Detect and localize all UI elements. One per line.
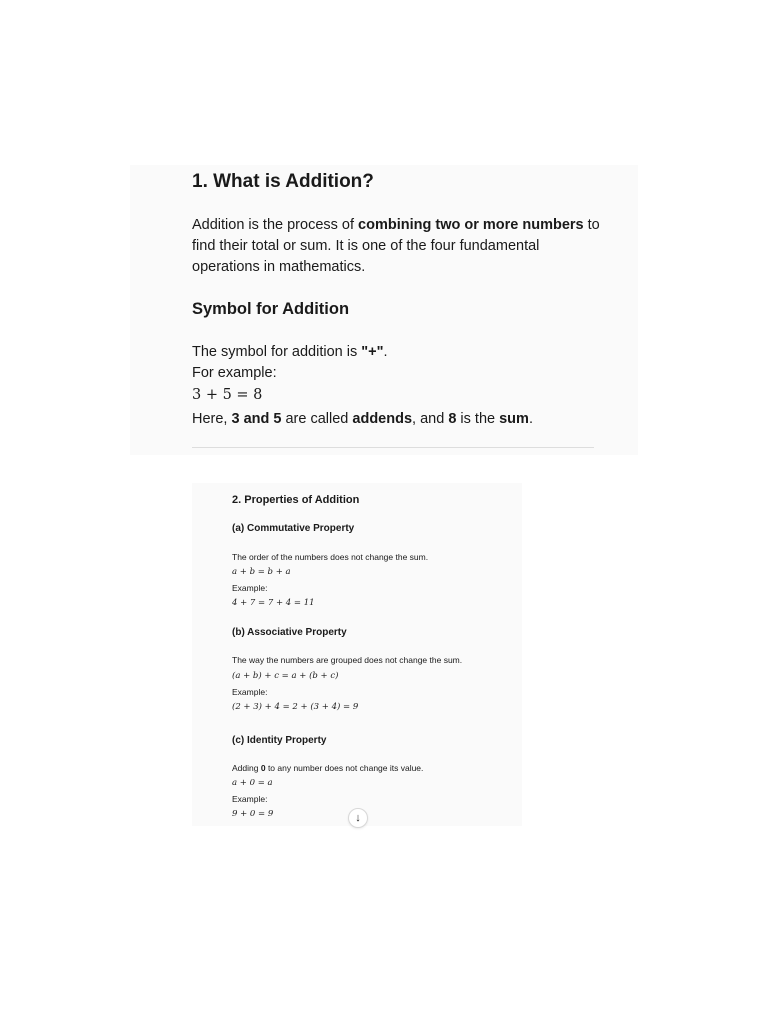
definition-paragraph (192, 215, 602, 278)
identity-example-label: Example: (232, 794, 268, 804)
symbol-text: The symbol for addition is (192, 344, 362, 360)
definition-emphasis: combining two or more numbers (358, 217, 584, 233)
sum-number: 8 (448, 411, 457, 427)
associative-heading: (b) Associative Property (232, 627, 347, 638)
section-properties-of-addition (192, 483, 522, 826)
commutative-heading: (a) Commutative Property (232, 523, 355, 534)
example-equation: 3 + 5 = 8 (192, 387, 263, 403)
symbol-text-end: . (383, 344, 388, 360)
symbol-heading: Symbol for Addition (192, 300, 350, 318)
addends-term: addends (352, 411, 413, 427)
divider (192, 447, 594, 448)
commutative-example: 4 + 7 = 7 + 4 = 11 (232, 598, 315, 608)
addends-text-4: is the (456, 411, 500, 427)
addends-sentence (192, 411, 533, 427)
example-label: For example: (192, 365, 277, 381)
associative-example: (2 + 3) + 4 = 2 + (3 + 4) = 9 (232, 702, 359, 712)
definition-text: Addition is the process of (192, 217, 359, 233)
sum-term: sum (499, 411, 529, 427)
section-title: 1. What is Addition? (192, 171, 374, 192)
symbol-line (192, 344, 388, 360)
associative-example-label: Example: (232, 687, 268, 697)
addends-text-2: are called (281, 411, 353, 427)
commutative-formula: a + b = b + a (232, 567, 291, 577)
identity-zero: 0 (260, 763, 266, 773)
commutative-description: The order of the numbers does not change the sum. (232, 552, 429, 562)
properties-title: 2. Properties of Addition (232, 494, 360, 506)
section-what-is-addition (130, 165, 638, 455)
identity-description (232, 763, 423, 773)
addends-text: Here, (192, 411, 232, 427)
symbol-value: "+" (361, 344, 384, 360)
identity-example: 9 + 0 = 9 (232, 809, 274, 819)
addends-text-3: , and (412, 411, 449, 427)
addends-numbers: 3 and 5 (231, 411, 282, 427)
arrow-down-icon: ↓ (355, 812, 361, 824)
identity-heading: (c) Identity Property (232, 735, 327, 746)
addends-text-end: . (528, 411, 533, 427)
identity-text-end: to any number does not change its value. (265, 763, 424, 773)
associative-description: The way the numbers are grouped does not change the sum. (232, 655, 463, 665)
associative-formula: (a + b) + c = a + (b + c) (232, 671, 339, 681)
definition-text-end: to find their total or sum. It is one of the four fundamental operations in mathematics. (192, 217, 600, 275)
identity-formula: a + 0 = a (232, 778, 273, 788)
commutative-example-label: Example: (232, 583, 268, 593)
scroll-down-button[interactable] (348, 808, 368, 828)
identity-text: Adding (232, 763, 261, 773)
